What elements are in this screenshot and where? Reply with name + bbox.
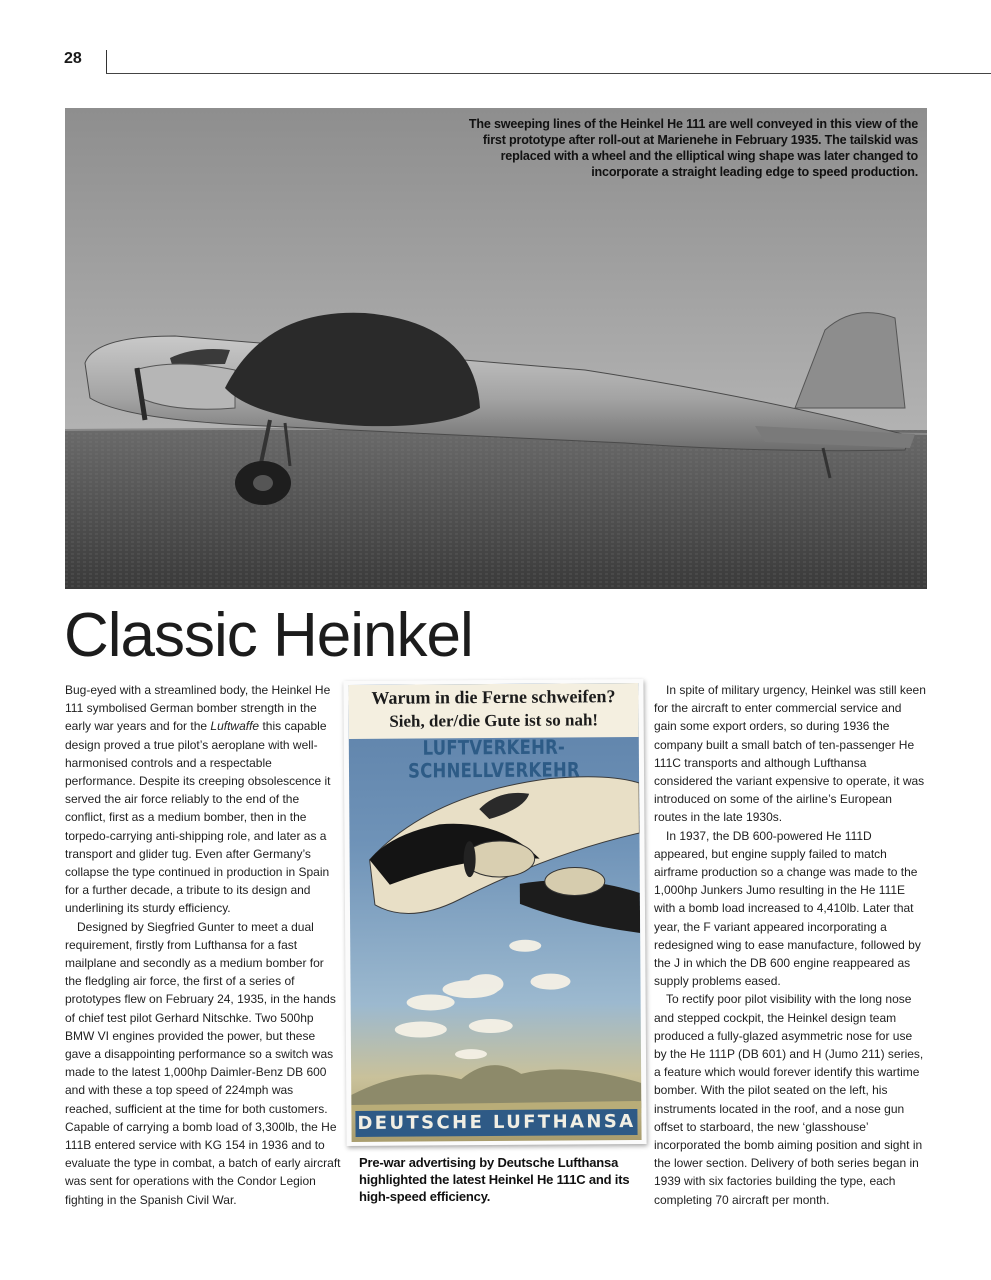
header-divider	[106, 50, 107, 74]
poster-title-line1: Warum in die Ferne schweifen?	[371, 686, 616, 708]
article-left-column	[65, 681, 341, 1209]
body-paragraph	[65, 681, 341, 918]
body-text: this capable design proved a true pilot’s aeroplane with well-harmonised controls and a respectable performance. Despite its creeping obsolescence it served the air force reliably to the end of the conflict, first as a medium bomber, then in the torpedo-carrying anti-shipping role, and later as a transport and glider tug. Even after Germany’s collapse the type continued in production in Spain for a further decade, a tribute to its design and underlining its sturdy efficiency.	[65, 719, 331, 916]
photo-caption: The sweeping lines of the Heinkel He 111 are well conveyed in this view of the first prototype after roll-out at Marienehe in February 1935. The tailskid was replaced with a wheel and the elliptical wing shape was later changed to incorporate a straight leading edge to speed production.	[468, 117, 918, 179]
header-rule	[106, 73, 991, 74]
poster-artwork	[348, 683, 641, 1142]
body-text: Bug-eyed with a streamlined body, the Heinkel He 111 symbolised German bomber strength in the early war years and for the	[65, 683, 331, 734]
poster-title-line2: Sieh, der/die Gute ist so nah!	[389, 710, 599, 731]
body-paragraph: Designed by Siegfried Gunter to meet a dual requirement, firstly from Lufthansa for a fast mailplane and secondly as a medium bomber for the fledgling air force, the first of a series of prototypes flew on February 24, 1935, in the hands of chief test pilot Gerhard Nitschke. Two 500hp BMW VI engines provided the power, but these gave a disappointing performance so a switch was made to the latest 1,000hp Daimler-Benz DB 600 and with these a top speed of 224mph was reached, sufficient at the time for both customers. Capable of carrying a bomb load of 3,300lb, the He 111B entered service with KG 154 in 1936 and to evaluate the type in combat, a batch of early aircraft was sent for operations with the Condor Legion fighting in the Spanish Civil War.	[65, 919, 341, 1207]
poster-strip-text: LUFTVERKEHR-SCHNELLVERKEHR	[408, 735, 580, 783]
photo-illustration	[65, 108, 927, 589]
poster-footer-banner: DEUTSCHE LUFTHANSA	[355, 1109, 637, 1137]
body-paragraph: To rectify poor pilot visibility with the long nose and stepped cockpit, the Heinkel design team produced a fully-glazed asymmetric nose for use by the He 111P (DB 601) and H (Jumo 211) series, a feature which would forever identify this wartime bomber. With the pilot seated on the left, his instruments located in the roof, and a nose gun offset to starboard, the new ‘glasshouse’ incorporated the bomb aiming position and sight in the lower section. Delivery of both series began in 1939 with six factories building the type, each completing 70 aircraft per month.	[654, 992, 924, 1207]
lufthansa-poster	[343, 679, 646, 1146]
poster-caption: Pre-war advertising by Deutsche Lufthansa highlighted the latest Heinkel He 111C and its high-speed efficiency.	[359, 1155, 630, 1204]
body-paragraph: In 1937, the DB 600-powered He 111D appeared, but engine supply failed to match airframe production so a change was made to the 1,000hp Junkers Jumo resulting in the He 111E with a bomb load increased to 4,410lb. Later that year, the F variant appeared incorporating a redesigned wing to ease manufacture, followed by the J in which the DB 600 engine reappeared as supply problems eased.	[654, 828, 921, 989]
article-headline: Classic Heinkel	[64, 601, 473, 670]
emphasis-text: Luftwaffe	[210, 719, 260, 734]
body-paragraph: In spite of military urgency, Heinkel was still keen for the aircraft to enter commercial service and gain some export orders, so during 1936 the company built a small batch of ten-passenger He 111C transports and although Lufthansa considered the variant expensive to operate, it was introduced on some of the airline’s European routes in the late 1930s.	[654, 683, 926, 825]
article-right-column	[654, 681, 926, 1209]
page-number: 28	[64, 50, 82, 67]
he111-prototype-photo	[65, 108, 927, 589]
